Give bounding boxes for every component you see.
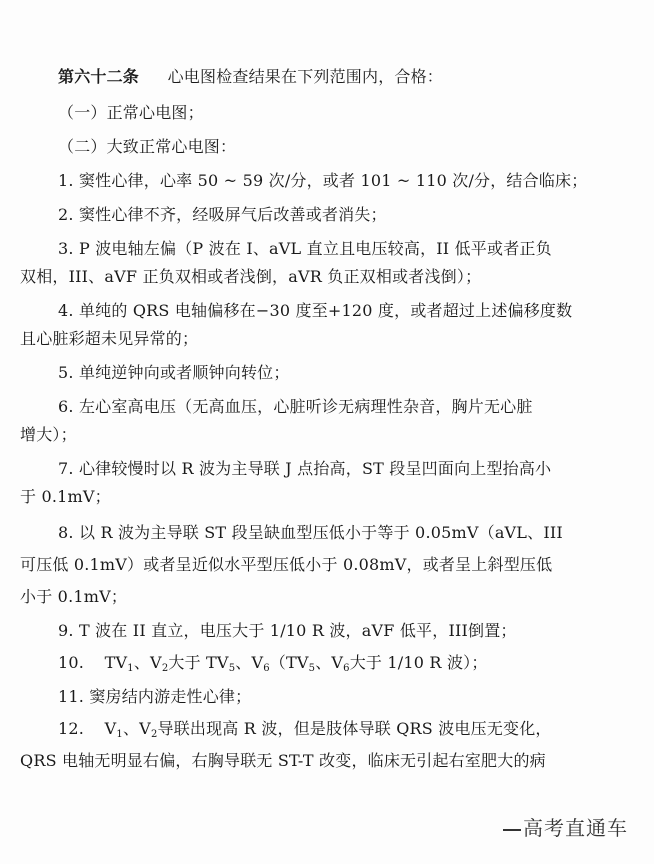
item-12-number: 12. — [58, 719, 85, 738]
item-2: 2. 窦性心律不齐，经吸屏气后改善或者消失； — [58, 205, 387, 224]
item-12-line-1 — [58, 718, 552, 740]
item-8-line-3: 小于 0.1mV； — [20, 587, 128, 606]
item-12-line-2: QRS 电轴无明显右偏，右胸导联无 ST-T 改变，临床无引起右室肥大的病 — [20, 751, 546, 770]
item-4-line-1: 4. 单纯的 QRS 电轴偏移在−30 度至+120 度，或者超过上述偏移度数 — [58, 301, 573, 320]
item-3-line-1: 3. P 波电轴左偏（P 波在 I、aVL 直立且电压较高，II 低平或者正负 — [58, 239, 552, 258]
watermark-dash — [503, 829, 521, 831]
item-3-line-2: 双相，III、aVF 正负双相或者浅倒，aVR 负正双相或者浅倒）； — [20, 267, 482, 286]
item-1: 1. 窦性心律，心率 50 ~ 59 次/分，或者 101 ~ 110 次/分，结合临床； — [58, 171, 588, 190]
item-7-line-1: 7. 心律较慢时以 R 波为主导联 J 点抬高，ST 段呈凹面向上型抬高小 — [58, 459, 552, 478]
item-7-line-2: 于 0.1mV； — [20, 487, 111, 506]
watermark-text: 高考直通车 — [523, 816, 628, 840]
item-12-text: $V_1$、$V_2$导联出现高 R 波，但是肢体导联 QRS 波电压无变化， — [104, 719, 552, 740]
item-6-line-2: 增大）； — [20, 425, 77, 444]
item-10 — [58, 652, 488, 674]
item-8-line-2: 可压低 0.1mV）或者呈近似水平型压低小于 0.08mV，或者呈上斜型压低 — [20, 555, 553, 574]
item-10-text: $TV_1$、$V_2$大于 $TV_5$、$V_6(TV_5$、$V_6$大于 1/10 R 波）； — [104, 653, 488, 674]
watermark — [503, 812, 628, 841]
item-4-line-2: 且心脏彩超未见异常的； — [20, 329, 199, 348]
article-heading — [58, 66, 443, 88]
section-2: （二）大致正常心电图： — [58, 137, 237, 156]
item-11: 11. 窦房结内游走性心律； — [58, 687, 252, 706]
item-8-line-1: 8. 以 R 波为主导联 ST 段呈缺血型压低小于等于 0.05mV（aVL、III — [58, 523, 563, 542]
section-1: （一）正常心电图； — [58, 103, 204, 122]
item-10-number: 10. — [58, 653, 85, 672]
article-intro: 心电图检查结果在下列范围内，合格： — [167, 67, 444, 86]
item-9: 9. T 波在 II 直立，电压大于 1/10 R 波，aVF 低平，III倒置； — [58, 621, 517, 640]
item-6-line-1: 6. 左心室高电压（无高血压，心脏听诊无病理性杂音，胸片无心脏 — [58, 397, 533, 416]
item-5: 5. 单纯逆钟向或者顺钟向转位； — [58, 363, 290, 382]
article-title: 第六十二条 — [58, 67, 140, 86]
